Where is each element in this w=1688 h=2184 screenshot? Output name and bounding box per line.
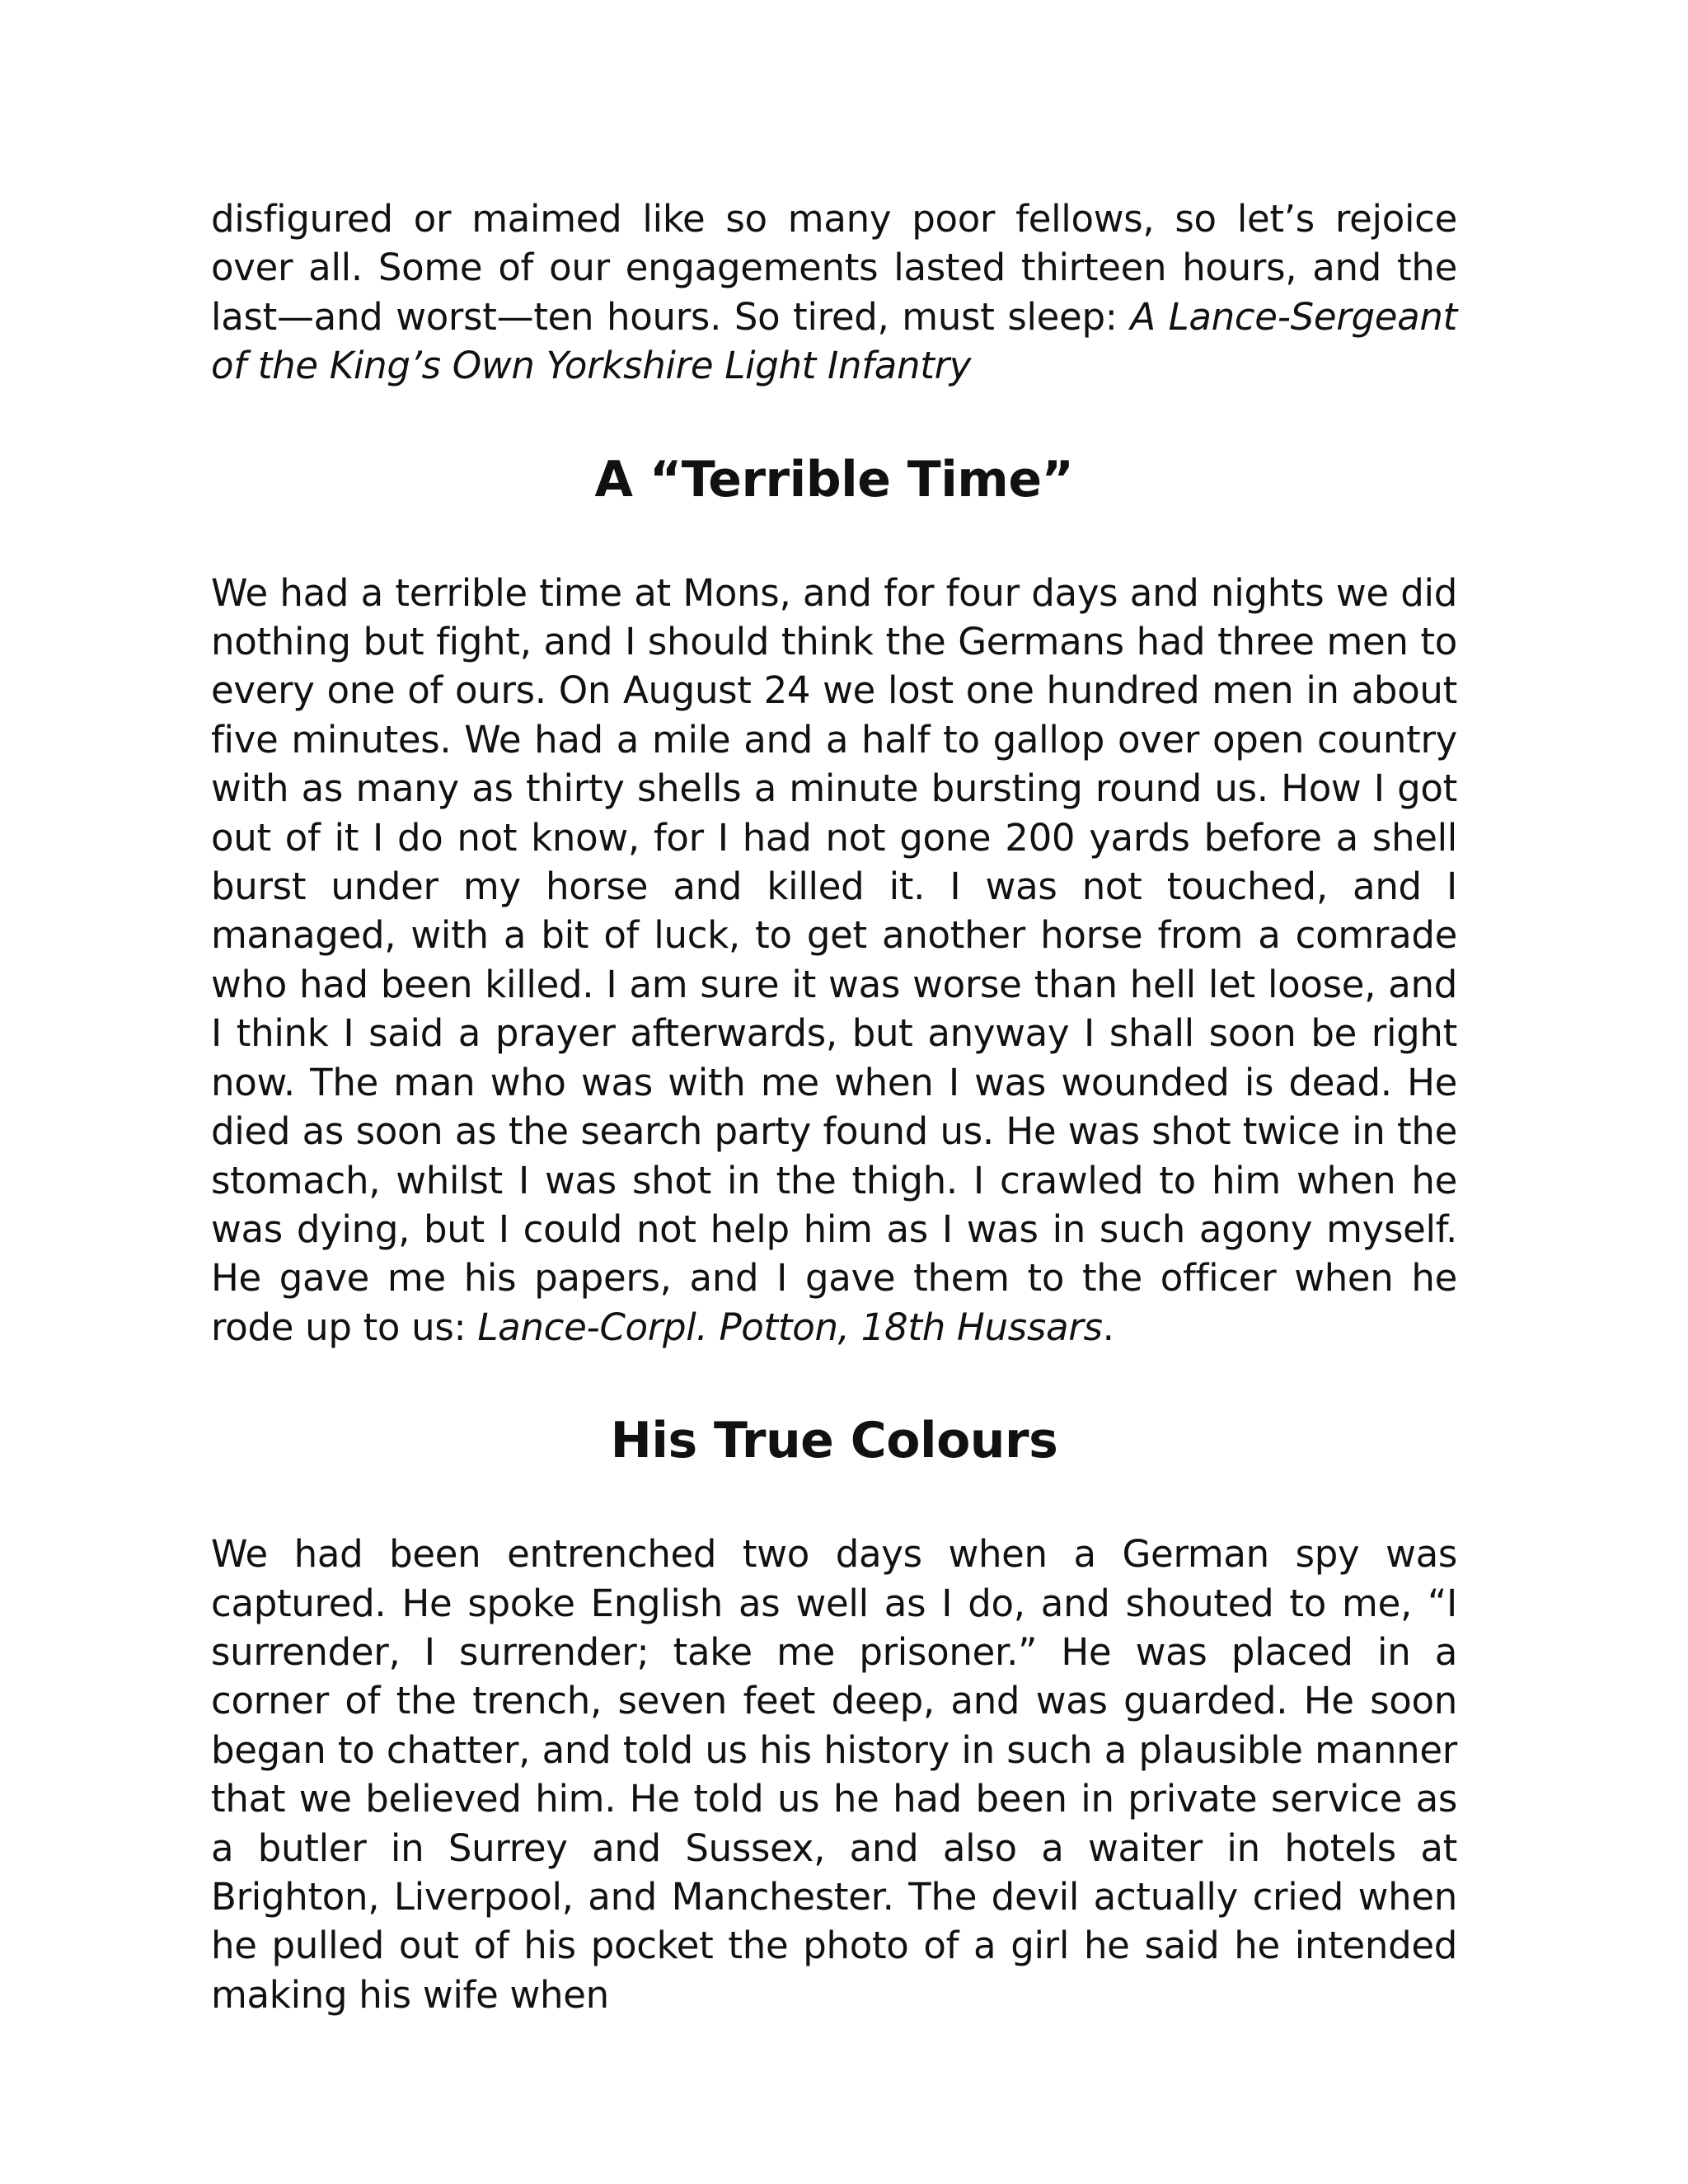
section-heading-terrible-time: A “Terrible Time” [594, 450, 1074, 509]
paragraph-text: disfigured or maimed like so many poor fellows, so let’s rejoice over all. Some of our engagements lasted thirteen hours, and the last—and worst—ten hours. So tired, must sleep: [211, 197, 1457, 339]
paragraph-true-colours [211, 1530, 1457, 2019]
attribution: A Lance-Sergeant of the King’s Own Yorkshire Light Infantry [211, 294, 1457, 388]
paragraph-text: We had a terrible time at Mons, and for four days and nights we did nothing but fight, and I should think the Germans had three men to every one of ours. On August 24 we lost one hundred men in about five minutes. We had a mile and a half to gallop over open country with as many as thirty shells a minute bursting round us. How I got out of it I do not know, for I had not gone 200 yards before a shell burst under my horse and killed it. I was not touched, and I managed, with a bit of luck, to get another horse from a comrade who had been killed. I am sure it was worse than hell let loose, and I think I said a prayer afterwards, but anyway I shall soon be right now. The man who was with me when I was wounded is dead. He died as soon as the search party found us. He was shot twice in the stomach, whilst I was shot in the thigh. I crawled to him when he was dying, but I could not help him as I was in such agony myself. He gave me his papers, and I gave them to the officer when he rode up to us: [211, 570, 1457, 1349]
attribution: Lance-Corpl. Potton, 18th Hussars [477, 1305, 1103, 1349]
paragraph-terrible-time [211, 569, 1457, 1352]
paragraph-tail: . [1102, 1305, 1114, 1349]
section-heading-true-colours: His True Colours [610, 1412, 1058, 1470]
paragraph-continued [211, 194, 1457, 391]
book-page [211, 194, 1457, 2019]
paragraph-text: We had been entrenched two days when a German spy was captured. He spoke English as well as I do, and shouted to me, “I surrender, I surrender; take me prisoner.” He was placed in a corner of the trench, seven feet deep, and was guarded. He soon began to chatter, and told us his history in such a plausible manner that we believed him. He told us he had been in private service as a butler in Surrey and Sussex, and also a waiter in hotels at Brighton, Liverpool, and Manchester. The devil actually cried when he pulled out of his pocket the photo of a girl he said he intended making his wife when [211, 1532, 1457, 2017]
